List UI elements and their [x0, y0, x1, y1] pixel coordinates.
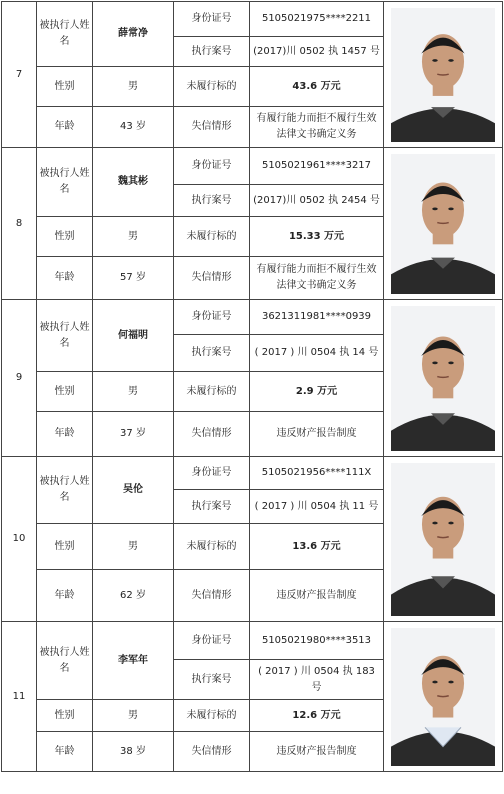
situation-label: 失信情形	[174, 570, 250, 622]
gender-label: 性别	[37, 524, 93, 570]
record-index: 10	[2, 457, 37, 622]
dishonest-situation: 违反财产报告制度	[250, 412, 384, 457]
dishonest-debtor-table	[1, 1, 503, 772]
age-label: 年龄	[37, 732, 93, 772]
dishonest-situation: 违反财产报告制度	[250, 732, 384, 772]
dishonest-situation: 有履行能力而拒不履行生效法律文书确定义务	[250, 257, 384, 300]
case-number-label: 执行案号	[174, 37, 250, 67]
id-number: 3621311981****0939	[250, 300, 384, 335]
man-in-suit-portrait	[391, 628, 495, 766]
situation-label: 失信情形	[174, 732, 250, 772]
record-row	[2, 148, 503, 185]
unpaid-amount-label: 未履行标的	[174, 524, 250, 570]
name-label: 被执行人姓名	[37, 457, 93, 524]
situation-label: 失信情形	[174, 107, 250, 148]
debtor-name: 何福明	[93, 300, 174, 372]
unpaid-amount: 15.33 万元	[250, 217, 384, 257]
case-number-label: 执行案号	[174, 335, 250, 372]
unpaid-amount: 43.6 万元	[250, 67, 384, 107]
id-number-label: 身份证号	[174, 457, 250, 490]
record-row	[2, 2, 503, 37]
dishonest-situation: 违反财产报告制度	[250, 570, 384, 622]
gender: 男	[93, 524, 174, 570]
gender-label: 性别	[37, 372, 93, 412]
case-number: (2017)川 0502 执 2454 号	[250, 185, 384, 217]
gender: 男	[93, 217, 174, 257]
case-number: ( 2017 ) 川 0504 执 11 号	[250, 490, 384, 524]
gender-label: 性别	[37, 700, 93, 732]
record-row	[2, 300, 503, 335]
id-number: 5105021961****3217	[250, 148, 384, 185]
photo-cell	[384, 457, 503, 622]
unpaid-amount-label: 未履行标的	[174, 67, 250, 107]
age-label: 年龄	[37, 570, 93, 622]
age-label: 年龄	[37, 412, 93, 457]
case-number: ( 2017 ) 川 0504 执 14 号	[250, 335, 384, 372]
age-label: 年龄	[37, 107, 93, 148]
debtor-name: 薛常净	[93, 2, 174, 67]
gender-label: 性别	[37, 67, 93, 107]
name-label: 被执行人姓名	[37, 300, 93, 372]
situation-label: 失信情形	[174, 412, 250, 457]
record-index: 8	[2, 148, 37, 300]
case-number-label: 执行案号	[174, 660, 250, 700]
gender: 男	[93, 67, 174, 107]
record-row	[2, 457, 503, 490]
id-number-label: 身份证号	[174, 300, 250, 335]
id-number-label: 身份证号	[174, 622, 250, 660]
photo-cell	[384, 2, 503, 148]
dishonest-situation: 有履行能力而拒不履行生效法律文书确定义务	[250, 107, 384, 148]
unpaid-amount: 2.9 万元	[250, 372, 384, 412]
record-index: 11	[2, 622, 37, 772]
record-row	[2, 622, 503, 660]
debtor-name: 吴伦	[93, 457, 174, 524]
age: 62 岁	[93, 570, 174, 622]
photo-cell	[384, 300, 503, 457]
age: 37 岁	[93, 412, 174, 457]
debtor-name: 魏其彬	[93, 148, 174, 217]
unpaid-amount-label: 未履行标的	[174, 217, 250, 257]
man-with-short-hair-portrait	[391, 8, 495, 142]
age: 38 岁	[93, 732, 174, 772]
case-number-label: 执行案号	[174, 185, 250, 217]
record-index: 7	[2, 2, 37, 148]
man-with-buzz-cut-portrait	[391, 154, 495, 294]
unpaid-amount: 12.6 万元	[250, 700, 384, 732]
id-number: 5105021956****111X	[250, 457, 384, 490]
situation-label: 失信情形	[174, 257, 250, 300]
unpaid-amount: 13.6 万元	[250, 524, 384, 570]
id-number: 5105021975****2211	[250, 2, 384, 37]
case-number: (2017)川 0502 执 1457 号	[250, 37, 384, 67]
name-label: 被执行人姓名	[37, 2, 93, 67]
older-man-portrait	[391, 463, 495, 616]
age: 57 岁	[93, 257, 174, 300]
name-label: 被执行人姓名	[37, 148, 93, 217]
case-number-label: 执行案号	[174, 490, 250, 524]
age: 43 岁	[93, 107, 174, 148]
photo-cell	[384, 622, 503, 772]
id-number-label: 身份证号	[174, 148, 250, 185]
age-label: 年龄	[37, 257, 93, 300]
id-number: 5105021980****3513	[250, 622, 384, 660]
gender: 男	[93, 700, 174, 732]
gender-label: 性别	[37, 217, 93, 257]
unpaid-amount-label: 未履行标的	[174, 372, 250, 412]
photo-cell	[384, 148, 503, 300]
debtor-name: 李军年	[93, 622, 174, 700]
gender: 男	[93, 372, 174, 412]
case-number: ( 2017 ) 川 0504 执 183 号	[250, 660, 384, 700]
young-man-portrait	[391, 306, 495, 451]
unpaid-amount-label: 未履行标的	[174, 700, 250, 732]
name-label: 被执行人姓名	[37, 622, 93, 700]
id-number-label: 身份证号	[174, 2, 250, 37]
record-index: 9	[2, 300, 37, 457]
